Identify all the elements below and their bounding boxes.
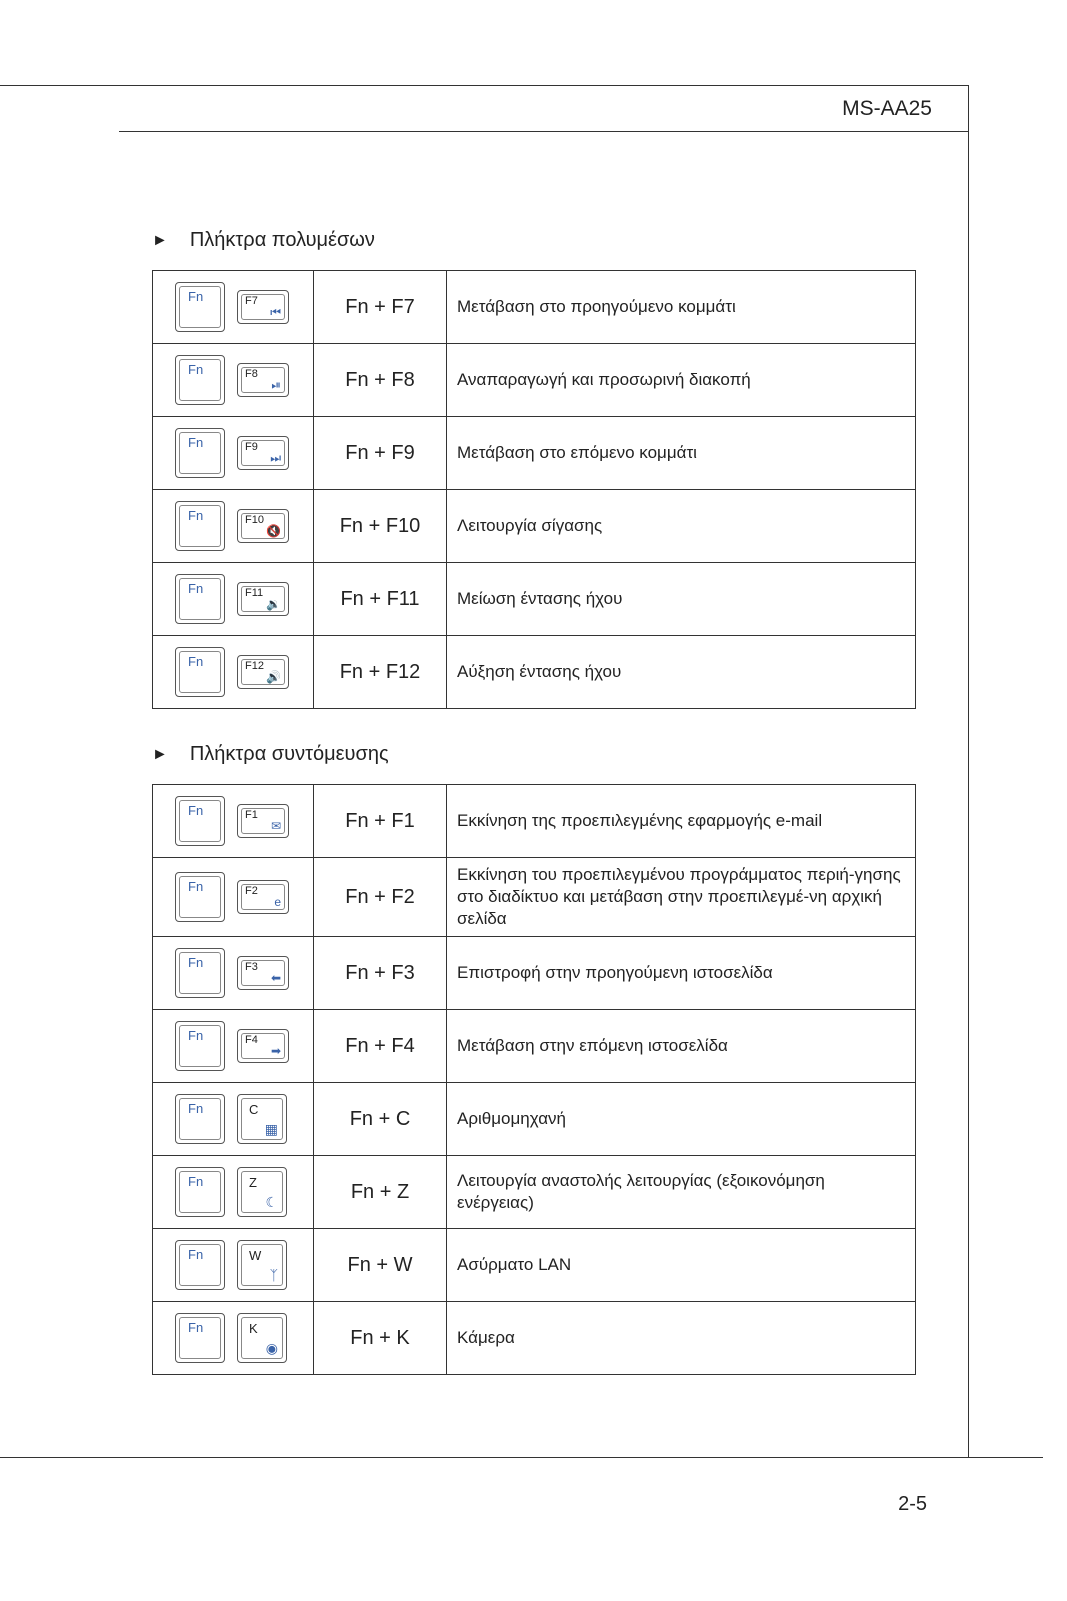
key-illustration-cell bbox=[153, 858, 314, 937]
table-row bbox=[153, 1156, 916, 1229]
key-description: Ασύρματο LAN bbox=[447, 1229, 916, 1302]
back-arrow-icon: ⬅ bbox=[270, 971, 281, 985]
key-description: Αναπαραγωγή και προσωρινή διακοπή bbox=[447, 344, 916, 417]
fn-key bbox=[175, 501, 225, 551]
section-heading-multimedia bbox=[152, 229, 375, 252]
table-row bbox=[153, 271, 916, 344]
top-rule bbox=[0, 85, 968, 86]
function-key bbox=[237, 290, 289, 324]
table-row bbox=[153, 858, 916, 937]
fn-key bbox=[175, 428, 225, 478]
fn-key-label: Fn bbox=[188, 508, 204, 523]
previous-track-icon: ⏮ bbox=[270, 305, 281, 319]
fn-key bbox=[175, 1313, 225, 1363]
function-key-label: K bbox=[249, 1321, 258, 1336]
function-key-label: F7 bbox=[245, 295, 258, 307]
key-combination: Fn + F2 bbox=[314, 858, 447, 937]
function-key-label: F9 bbox=[245, 441, 258, 453]
browser-icon: e bbox=[274, 895, 281, 909]
table-row bbox=[153, 1229, 916, 1302]
page-number: 2-5 bbox=[898, 1493, 927, 1515]
function-key bbox=[237, 1313, 287, 1363]
key-description: Μετάβαση στην επόμενη ιστοσελίδα bbox=[447, 1010, 916, 1083]
table-row bbox=[153, 636, 916, 709]
key-illustration-cell bbox=[153, 563, 314, 636]
table-row bbox=[153, 785, 916, 858]
fn-key bbox=[175, 355, 225, 405]
key-description: Λειτουργία αναστολής λειτουργίας (εξοικονόμηση ενέργειας) bbox=[447, 1156, 916, 1229]
function-key-label: F11 bbox=[245, 587, 264, 599]
fn-key-label: Fn bbox=[188, 435, 204, 450]
key-description: Μετάβαση στο προηγούμενο κομμάτι bbox=[447, 271, 916, 344]
fn-key bbox=[175, 1167, 225, 1217]
key-illustration-cell bbox=[153, 785, 314, 858]
function-key bbox=[237, 804, 289, 838]
function-key bbox=[237, 1167, 287, 1217]
function-key bbox=[237, 956, 289, 990]
fn-key bbox=[175, 282, 225, 332]
table-row bbox=[153, 344, 916, 417]
function-key-label: F3 bbox=[245, 961, 258, 973]
key-description: Λειτουργία σίγασης bbox=[447, 490, 916, 563]
function-key bbox=[237, 509, 289, 543]
right-rule bbox=[968, 85, 969, 1458]
function-key bbox=[237, 880, 289, 914]
model-number: MS-AA25 bbox=[842, 97, 932, 120]
fn-key-label: Fn bbox=[188, 1320, 204, 1335]
fn-key bbox=[175, 647, 225, 697]
key-combination: Fn + F8 bbox=[314, 344, 447, 417]
mute-icon: 🔇 bbox=[266, 524, 281, 538]
section-title: Πλήκτρα συντόμευσης bbox=[189, 743, 389, 765]
key-description: Εκκίνηση της προεπιλεγμένης εφαρμογής e-mail bbox=[447, 785, 916, 858]
function-key bbox=[237, 655, 289, 689]
key-combination: Fn + K bbox=[314, 1302, 447, 1375]
function-key bbox=[237, 436, 289, 470]
fn-key-label: Fn bbox=[188, 654, 204, 669]
function-key-label: F2 bbox=[245, 885, 258, 897]
key-illustration-cell bbox=[153, 271, 314, 344]
key-description: Αύξηση έντασης ήχου bbox=[447, 636, 916, 709]
fn-key-label: Fn bbox=[188, 581, 204, 596]
key-combination: Fn + F10 bbox=[314, 490, 447, 563]
key-illustration-cell bbox=[153, 1302, 314, 1375]
fn-key-label: Fn bbox=[188, 289, 204, 304]
key-description: Κάμερα bbox=[447, 1302, 916, 1375]
fn-key-label: Fn bbox=[188, 803, 204, 818]
function-key bbox=[237, 1094, 287, 1144]
key-combination: Fn + F1 bbox=[314, 785, 447, 858]
function-key-label: F8 bbox=[245, 368, 258, 380]
table-row bbox=[153, 417, 916, 490]
key-combination: Fn + Z bbox=[314, 1156, 447, 1229]
next-track-icon: ⏭ bbox=[270, 451, 281, 465]
key-combination: Fn + F7 bbox=[314, 271, 447, 344]
table-row bbox=[153, 563, 916, 636]
fn-key bbox=[175, 1021, 225, 1071]
camera-icon: ◉ bbox=[265, 1340, 278, 1356]
table-row bbox=[153, 1010, 916, 1083]
key-illustration-cell bbox=[153, 417, 314, 490]
key-description: Επιστροφή στην προηγούμενη ιστοσελίδα bbox=[447, 937, 916, 1010]
function-key-label: Z bbox=[249, 1175, 257, 1190]
key-illustration-cell bbox=[153, 937, 314, 1010]
fn-key-label: Fn bbox=[188, 1247, 204, 1262]
function-key bbox=[237, 363, 289, 397]
function-key-label: F1 bbox=[245, 809, 258, 821]
key-illustration-cell bbox=[153, 636, 314, 709]
key-combination: Fn + F9 bbox=[314, 417, 447, 490]
key-description: Αριθμομηχανή bbox=[447, 1083, 916, 1156]
key-description: Εκκίνηση του προεπιλεγμένου προγράμματος περιή-γησης στο διαδίκτυο και μετάβαση στην προεπιλεγμέ-νη αρχική σελίδα bbox=[447, 858, 916, 937]
function-key bbox=[237, 582, 289, 616]
key-illustration-cell bbox=[153, 1229, 314, 1302]
bottom-rule bbox=[0, 1457, 1043, 1458]
mail-icon: ✉ bbox=[270, 819, 281, 833]
volume-up-icon: 🔊 bbox=[266, 670, 281, 684]
fn-key-label: Fn bbox=[188, 1028, 204, 1043]
function-key bbox=[237, 1240, 287, 1290]
key-illustration-cell bbox=[153, 1156, 314, 1229]
key-combination: Fn + F12 bbox=[314, 636, 447, 709]
fn-key-label: Fn bbox=[188, 362, 204, 377]
section-heading-shortcuts bbox=[152, 743, 389, 766]
fn-key bbox=[175, 1240, 225, 1290]
section-title: Πλήκτρα πολυμέσων bbox=[189, 229, 375, 251]
fn-key bbox=[175, 872, 225, 922]
key-description: Μετάβαση στο επόμενο κομμάτι bbox=[447, 417, 916, 490]
table-row bbox=[153, 1302, 916, 1375]
key-illustration-cell bbox=[153, 490, 314, 563]
fn-key-label: Fn bbox=[188, 1101, 204, 1116]
fn-key bbox=[175, 574, 225, 624]
fn-key bbox=[175, 796, 225, 846]
table-row bbox=[153, 1083, 916, 1156]
key-combination: Fn + C bbox=[314, 1083, 447, 1156]
function-key-label: F10 bbox=[245, 514, 264, 526]
shortcut-keys-table bbox=[152, 784, 916, 1375]
function-key-label: F12 bbox=[245, 660, 264, 672]
fn-key-label: Fn bbox=[188, 955, 204, 970]
function-key-label: F4 bbox=[245, 1034, 258, 1046]
key-combination: Fn + F11 bbox=[314, 563, 447, 636]
fn-key bbox=[175, 1094, 225, 1144]
calculator-icon: ▦ bbox=[264, 1121, 278, 1137]
key-combination: Fn + F3 bbox=[314, 937, 447, 1010]
table-row bbox=[153, 937, 916, 1010]
fn-key-label: Fn bbox=[188, 1174, 204, 1189]
table-row bbox=[153, 490, 916, 563]
function-key-label: C bbox=[249, 1102, 259, 1117]
header-underline bbox=[119, 131, 968, 132]
fn-key bbox=[175, 948, 225, 998]
function-key-label: W bbox=[249, 1248, 262, 1263]
key-description: Μείωση έντασης ήχου bbox=[447, 563, 916, 636]
key-combination: Fn + F4 bbox=[314, 1010, 447, 1083]
key-illustration-cell bbox=[153, 1010, 314, 1083]
multimedia-keys-table bbox=[152, 270, 916, 709]
fn-key-label: Fn bbox=[188, 879, 204, 894]
bullet-triangle-icon: ► bbox=[152, 745, 168, 763]
volume-down-icon: 🔉 bbox=[266, 597, 281, 611]
key-illustration-cell bbox=[153, 1083, 314, 1156]
key-combination: Fn + W bbox=[314, 1229, 447, 1302]
bullet-triangle-icon: ► bbox=[152, 231, 168, 249]
function-key bbox=[237, 1029, 289, 1063]
wireless-icon: ᛉ bbox=[269, 1267, 278, 1283]
forward-arrow-icon: ➡ bbox=[270, 1044, 281, 1058]
key-illustration-cell bbox=[153, 344, 314, 417]
sleep-moon-icon: ☾ bbox=[265, 1194, 278, 1210]
play-pause-icon: ⏯ bbox=[271, 378, 281, 392]
